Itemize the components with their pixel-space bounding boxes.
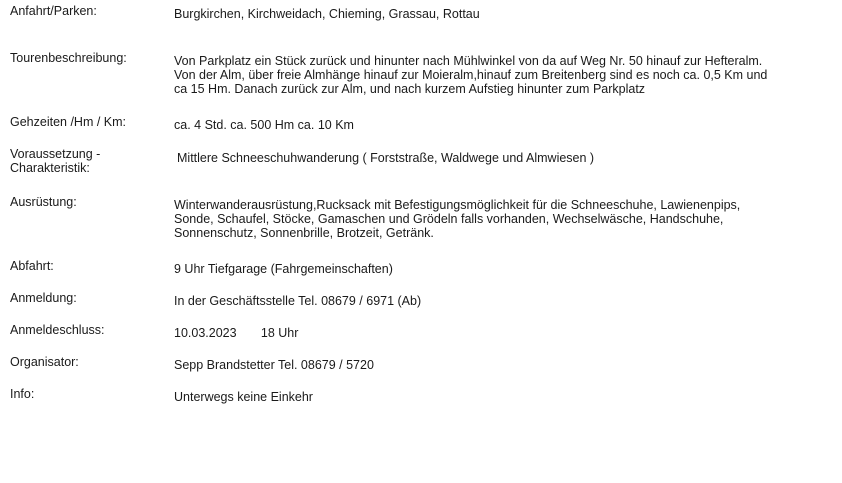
label-tourenbeschreibung: Tourenbeschreibung: xyxy=(10,51,127,65)
value-anmeldeschluss: 10.03.2023 18 Uhr xyxy=(174,326,299,340)
value-organisator: Sepp Brandstetter Tel. 08679 / 5720 xyxy=(174,358,374,372)
value-info: Unterwegs keine Einkehr xyxy=(174,390,313,404)
label-info: Info: xyxy=(10,387,35,401)
label-abfahrt: Abfahrt: xyxy=(10,259,54,273)
value-gehzeiten: ca. 4 Std. ca. 500 Hm ca. 10 Km xyxy=(174,118,354,132)
label-anmeldeschluss: Anmeldeschluss: xyxy=(10,323,105,337)
label-gehzeiten: Gehzeiten /Hm / Km: xyxy=(10,115,127,129)
label-anmeldung: Anmeldung: xyxy=(10,291,77,305)
value-anmeldung: In der Geschäftsstelle Tel. 08679 / 6971 (Ab) xyxy=(174,294,422,308)
label-ausruestung: Ausrüstung: xyxy=(10,195,77,209)
label-organisator: Organisator: xyxy=(10,355,79,369)
label-anfahrt: Anfahrt/Parken: xyxy=(10,4,97,18)
value-anfahrt: Burgkirchen, Kirchweidach, Chieming, Grassau, Rottau xyxy=(174,7,480,21)
label-voraussetzung: Voraussetzung - Charakteristik: xyxy=(10,147,101,175)
value-voraussetzung: Mittlere Schneeschuhwanderung ( Forststraße, Waldwege und Almwiesen ) xyxy=(177,151,595,165)
value-tourenbeschreibung: Von Parkplatz ein Stück zurück und hinunter nach Mühlwinkel von da auf Weg Nr. 50 hinauf zur Hefteralm. Von der Alm, über freie Almhänge hinauf zur Moieralm,hinauf zum Breitenberg sind es noch ca. 0,5 Km und ca 15 Hm. Danach zurück zur Alm, und nach kurzem Aufstieg hinunter zum Parkplatz xyxy=(174,54,768,96)
value-abfahrt: 9 Uhr Tiefgarage (Fahrgemeinschaften) xyxy=(174,262,393,276)
value-ausruestung: Winterwanderausrüstung,Rucksack mit Befestigungsmöglichkeit für die Schneeschuhe, Lawienenpips, Sonde, Schaufel, Stöcke, Gamaschen und Grödeln falls vorhanden, Wechselwäsche, Handschuhe, Sonnenschutz, Sonnenbrille, Brotzeit, Getränk. xyxy=(174,198,741,240)
